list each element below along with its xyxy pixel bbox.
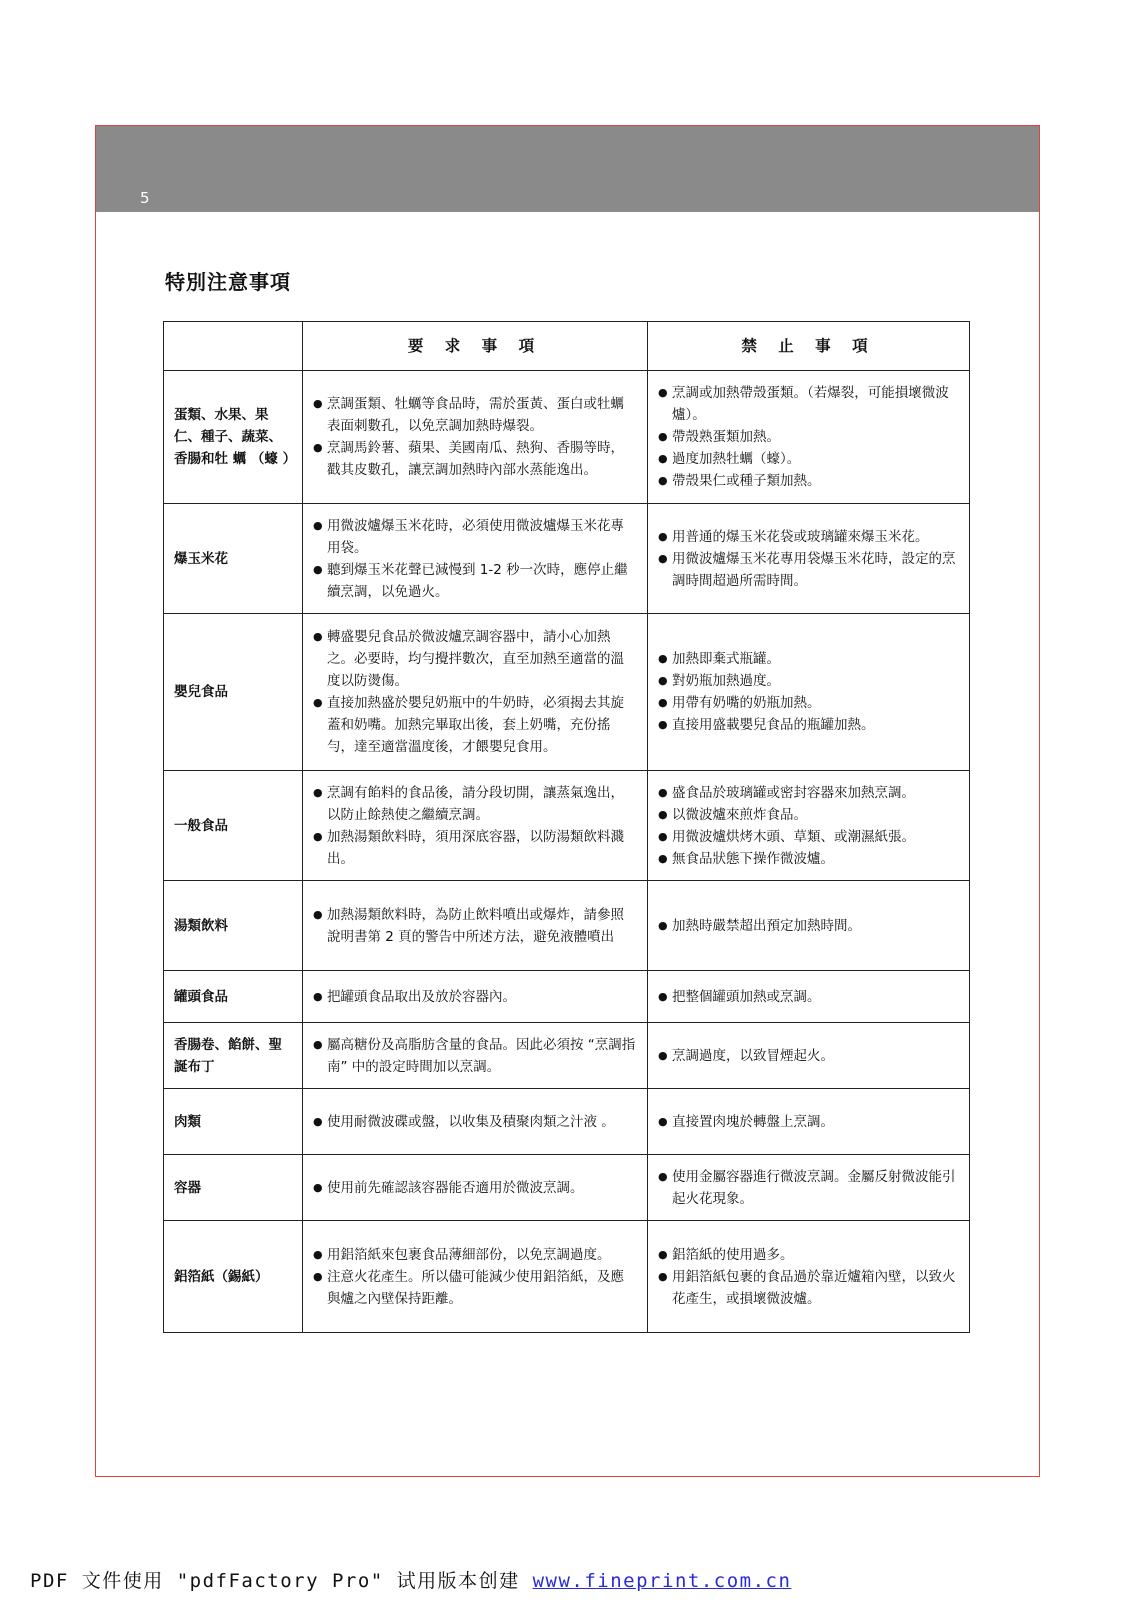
table-row [164, 1023, 970, 1089]
required-item: ● 用微波爐爆玉米花時，必須使用微波爐爆玉米花專用袋。 [313, 515, 637, 559]
required-item: ● 屬高糖份及高脂肪含量的食品。因此必須按 “烹調指南” 中的設定時間加以烹調。 [313, 1034, 637, 1078]
required-item: ● 用鋁箔紙來包裹食品薄細部份，以免烹調過度。 [313, 1244, 637, 1266]
category-cell: 爆玉米花 [164, 504, 303, 614]
required-list [313, 626, 637, 758]
prohibited-item: ● 無食品狀態下操作微波爐。 [658, 848, 959, 870]
prohibited-item: ● 對奶瓶加熱過度。 [658, 670, 959, 692]
footer-link[interactable]: www.fineprint.com.cn [532, 1570, 792, 1592]
required-item: ● 注意火花產生。所以儘可能減少使用鋁箔紙，及應與爐之內壁保持距離。 [313, 1266, 637, 1310]
header-required: 要 求 事 項 [303, 322, 648, 371]
required-list [313, 1034, 637, 1078]
header-prohibited: 禁 止 事 項 [648, 322, 970, 371]
page-frame [95, 125, 1040, 1477]
required-item: ● 加熱湯類飲料時，須用深底容器，以防湯類飲料濺出。 [313, 826, 637, 870]
required-cell [303, 971, 648, 1023]
required-cell [303, 771, 648, 881]
prohibited-cell [648, 1023, 970, 1089]
required-item: ● 烹調馬鈴薯、蘋果、美國南瓜、熱狗、香腸等時，戳其皮數孔，讓烹調加熱時內部水蒸能逸出。 [313, 437, 637, 481]
required-cell [303, 614, 648, 771]
prohibited-cell [648, 1221, 970, 1333]
footer-text: PDF 文件使用 "pdfFactory Pro" 试用版本创建 [30, 1570, 533, 1592]
prohibited-list [658, 1166, 959, 1210]
prohibited-item: ● 使用金屬容器進行微波烹調。金屬反射微波能引起火花現象。 [658, 1166, 959, 1210]
prohibited-cell [648, 614, 970, 771]
table-row [164, 1221, 970, 1333]
required-item: ● 烹調蛋類、牡蠣等食品時，需於蛋黃、蛋白或牡蠣表面刺數孔，以免烹調加熱時爆裂。 [313, 393, 637, 437]
category-cell: 容器 [164, 1155, 303, 1221]
page-number: 5 [140, 189, 150, 207]
required-cell [303, 371, 648, 504]
prohibited-cell [648, 1155, 970, 1221]
table-row [164, 504, 970, 614]
prohibited-item: ● 帶殼果仁或種子類加熱。 [658, 470, 959, 492]
required-item: ● 加熱湯類飲料時，為防止飲料噴出或爆炸，請參照說明書第 2 頁的警告中所述方法，避免液體噴出 [313, 904, 637, 948]
precautions-table [163, 321, 970, 1333]
required-cell [303, 504, 648, 614]
category-cell: 嬰兒食品 [164, 614, 303, 771]
prohibited-item: ● 用微波爐烘烤木頭、草類、或潮濕紙張。 [658, 826, 959, 848]
category-cell: 湯類飲料 [164, 881, 303, 971]
prohibited-item: ● 以微波爐來煎炸食品。 [658, 804, 959, 826]
prohibited-item: ● 用帶有奶嘴的奶瓶加熱。 [658, 692, 959, 714]
prohibited-list [658, 915, 959, 937]
table-row [164, 881, 970, 971]
prohibited-list [658, 648, 959, 736]
prohibited-item: ● 用普通的爆玉米花袋或玻璃罐來爆玉米花。 [658, 526, 959, 548]
prohibited-cell [648, 1089, 970, 1155]
table-body [164, 371, 970, 1333]
prohibited-list [658, 1244, 959, 1310]
header-blank-cell [164, 322, 303, 371]
prohibited-item: ● 加熱即棄式瓶罐。 [658, 648, 959, 670]
required-list [313, 904, 637, 948]
prohibited-item: ● 把整個罐頭加熱或烹調。 [658, 986, 959, 1008]
prohibited-list [658, 382, 959, 492]
prohibited-cell [648, 371, 970, 504]
required-item: ● 使用耐微波碟或盤，以收集及積聚肉類之汁液 。 [313, 1111, 637, 1133]
required-item: ● 直接加熱盛於嬰兒奶瓶中的牛奶時，必須揭去其旋蓋和奶嘴。加熱完畢取出後，套上奶嘴，充份搖勻，達至適當溫度後，才餵嬰兒食用。 [313, 692, 637, 758]
category-cell: 香腸卷、餡餅、聖誕布丁 [164, 1023, 303, 1089]
prohibited-cell [648, 971, 970, 1023]
required-list [313, 515, 637, 603]
required-item: ● 轉盛嬰兒食品於微波爐烹調容器中，請小心加熱之。必要時，均勻攪拌數次，直至加熱至適當的溫度以防燙傷。 [313, 626, 637, 692]
prohibited-item: ● 鋁箔紙的使用過多。 [658, 1244, 959, 1266]
prohibited-cell [648, 771, 970, 881]
required-list [313, 1177, 637, 1199]
table-header-row [164, 322, 970, 371]
table-row [164, 1155, 970, 1221]
required-cell [303, 1221, 648, 1333]
prohibited-item: ● 直接置肉塊於轉盤上烹調。 [658, 1111, 959, 1133]
required-item: ● 聽到爆玉米花聲已減慢到 1-2 秒一次時，應停止繼續烹調，以免過火。 [313, 559, 637, 603]
required-list [313, 986, 637, 1008]
required-item: ● 烹調有餡料的食品後，請分段切開，讓蒸氣逸出，以防止餘熱使之繼續烹調。 [313, 782, 637, 826]
prohibited-item: ● 烹調過度，以致冒煙起火。 [658, 1045, 959, 1067]
category-cell: 鋁箔紙（錫紙） [164, 1221, 303, 1333]
page-title: 特別注意事項 [165, 270, 291, 294]
table-row [164, 614, 970, 771]
prohibited-cell [648, 504, 970, 614]
prohibited-item: ● 加熱時嚴禁超出預定加熱時間。 [658, 915, 959, 937]
table-row [164, 771, 970, 881]
required-cell [303, 881, 648, 971]
required-list [313, 1244, 637, 1310]
required-item: ● 使用前先確認該容器能否適用於微波烹調。 [313, 1177, 637, 1199]
required-list [313, 393, 637, 481]
table-row [164, 971, 970, 1023]
required-list [313, 782, 637, 870]
prohibited-list [658, 1111, 959, 1133]
table-row [164, 1089, 970, 1155]
required-cell [303, 1089, 648, 1155]
prohibited-item: ● 烹調或加熱帶殼蛋類。（若爆裂，可能損壞微波爐）。 [658, 382, 959, 426]
prohibited-item: ● 過度加熱牡蠣（蠔）。 [658, 448, 959, 470]
prohibited-cell [648, 881, 970, 971]
category-cell: 肉類 [164, 1089, 303, 1155]
required-item: ● 把罐頭食品取出及放於容器內。 [313, 986, 637, 1008]
required-list [313, 1111, 637, 1133]
prohibited-list [658, 1045, 959, 1067]
category-cell: 一般食品 [164, 771, 303, 881]
prohibited-item: ● 直接用盛載嬰兒食品的瓶罐加熱。 [658, 714, 959, 736]
pdf-watermark-footer [30, 1566, 791, 1593]
required-cell [303, 1023, 648, 1089]
prohibited-list [658, 526, 959, 592]
category-cell: 罐頭食品 [164, 971, 303, 1023]
prohibited-item: ● 帶殼熟蛋類加熱。 [658, 426, 959, 448]
table-row [164, 371, 970, 504]
category-cell: 蛋類、水果、果仁、種子、蔬菜、香腸和牡 蠣 （蠔 ） [164, 371, 303, 504]
prohibited-item: ● 盛食品於玻璃罐或密封容器來加熱烹調。 [658, 782, 959, 804]
prohibited-list [658, 782, 959, 870]
prohibited-list [658, 986, 959, 1008]
prohibited-item: ● 用鋁箔紙包裹的食品過於靠近爐箱內壁，以致火花產生，或損壞微波爐。 [658, 1266, 959, 1310]
header-bar [96, 126, 1039, 212]
required-cell [303, 1155, 648, 1221]
prohibited-item: ● 用微波爐爆玉米花專用袋爆玉米花時，設定的烹調時間超過所需時間。 [658, 548, 959, 592]
